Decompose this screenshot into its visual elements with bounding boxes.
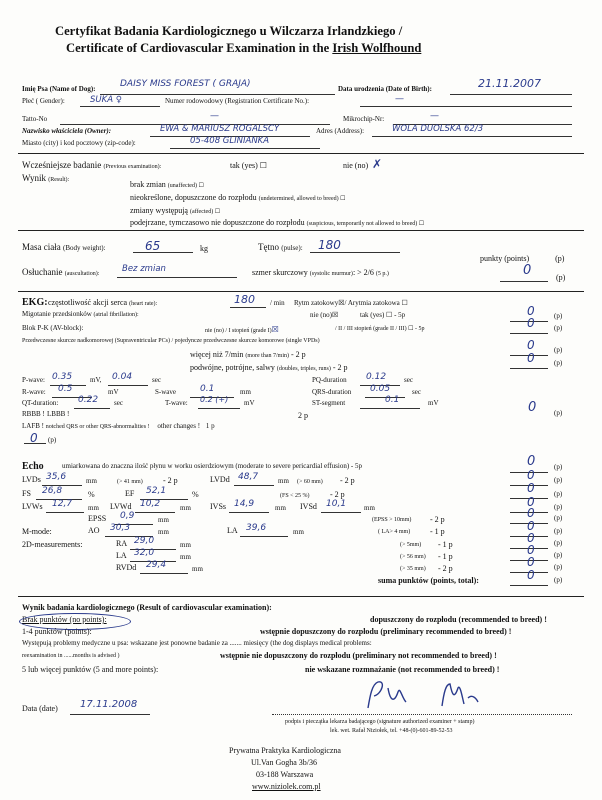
fs-unit: % (88, 490, 95, 499)
result-prev (22, 174, 69, 183)
address-label: Adres (Address): (316, 127, 365, 135)
la-points: 0 (527, 519, 535, 533)
result-prelim-not: wstępnie nie dopuszczony do rozpłodu (preliminary not recommended to breed) ! (220, 651, 497, 660)
weight-value: 65 (145, 239, 161, 253)
av-opt1-label: nie (no) / I stopień (grade I) (205, 328, 272, 334)
total-points: 0 (527, 568, 535, 582)
dob-label: Data urodzenia (Date of Birth): (338, 85, 432, 93)
av-opt1[interactable] (205, 326, 279, 334)
murmur-pts: (5 p.) (375, 271, 389, 277)
pwave-sec-unit: sec (152, 376, 161, 384)
epss-points: 0 (527, 506, 535, 520)
more7-pts: - 2 p (290, 350, 306, 359)
pq-unit: sec (404, 376, 413, 384)
pwave-label: P-wave: (22, 376, 45, 384)
lvds-crit: (> 41 mm) (117, 479, 143, 485)
murmur-crit: : > 2/6 (352, 268, 374, 277)
echo-label: Echo (22, 461, 44, 472)
result-5-left: 5 lub więcej punktów (5 and more points): (22, 665, 159, 674)
epss-value: 0,9 (120, 511, 135, 521)
lvds-label: LVDs (22, 475, 41, 484)
lvds-pts: - 2 p (163, 476, 178, 485)
la-unit: mm (293, 528, 304, 536)
av-points: 0 (527, 316, 535, 330)
pwave-sec-value: 0.04 (112, 372, 133, 382)
lafb-rest: notched QRS or other QRS-abnormalities ! (45, 424, 150, 430)
lvws-unit: mm (88, 504, 99, 512)
ao-unit: mm (158, 528, 169, 536)
la2-unit: mm (180, 553, 191, 561)
pairs-p: (p) (554, 359, 563, 367)
twave-label: T-wave: (165, 399, 188, 407)
points-header-suffix: (p) (555, 254, 565, 263)
lafb-p: (p) (48, 436, 57, 444)
prev-opt-unaffected[interactable] (130, 181, 204, 189)
result-none-left: Brak punktów (no points): (22, 615, 107, 624)
weight-unit: kg (200, 244, 208, 253)
prev-yes[interactable]: tak (yes) ☐ (230, 161, 267, 170)
ausc-label: Osłuchanie (22, 267, 63, 277)
prev-exam-label: Wcześniejsze badanie (22, 160, 102, 170)
fs-label: FS (22, 489, 31, 498)
prev-opt-unaffected-label: brak zmian (130, 180, 166, 189)
av-block-label: Blok P-K (AV-block): (22, 324, 84, 332)
rhythm-sinus-mark: ☒ (338, 299, 345, 307)
ef-label: EF (125, 489, 135, 498)
pulse-label: Tętno (258, 242, 279, 252)
pairs-pts: - 2 p (332, 363, 348, 372)
micro-value: — (430, 111, 439, 121)
result-14-label: 1-4 punktów (22, 627, 63, 636)
af-p: (p) (554, 312, 563, 320)
title-en (66, 42, 421, 55)
city-value: 05-408 GLINIANKA (190, 136, 270, 146)
twave-unit: mV (244, 399, 255, 407)
lbbb: LBBB ! (47, 410, 70, 418)
prev-exam-label-en: (Previous examination): (103, 164, 162, 170)
rwave-value: 0.5 (58, 384, 73, 394)
result-5-right: nie wskazane rozmnażanie (not recommended to breed) ! (305, 665, 500, 674)
more7 (190, 351, 306, 359)
ausc-points: 0 (523, 263, 532, 278)
swave-label: S-wave (155, 388, 176, 396)
rwave-label: R-wave: (22, 388, 46, 396)
swave-unit: mm (240, 388, 251, 396)
sex-label: Płeć ( Gender): (22, 97, 65, 105)
ef-value: 52,1 (146, 486, 167, 496)
pairs-points: 0 (527, 351, 535, 365)
lvwd-unit: mm (180, 504, 191, 512)
murmur-label: szmer skurczowy (252, 268, 308, 277)
bbb-points: 0 (528, 400, 537, 415)
fs-points: 0 (527, 481, 535, 495)
vet-line: lek. wet. Rafał Niziołek, tel. +48-(0)-601-89-52-53 (330, 728, 453, 734)
la2-label: LA (116, 551, 127, 560)
lvdd-label: LVDd (210, 475, 230, 484)
epss-p: (p) (554, 514, 563, 522)
pairs (190, 364, 348, 372)
tattoo-value: — (210, 111, 219, 121)
lafb (22, 423, 215, 430)
bbb-p: (p) (554, 409, 563, 417)
rvdd-label: RVDd (116, 563, 137, 572)
prev-opt-suspicious[interactable] (130, 219, 424, 227)
effusion-p: (p) (554, 463, 563, 471)
ra-pts: - 1 p (438, 540, 453, 549)
mmode-label: M-mode: (22, 527, 52, 536)
more7-label: więcej niż 7/min (190, 350, 244, 359)
sex-value: SUKA ♀ (90, 95, 122, 105)
auscultation (22, 268, 99, 277)
reg-value: — (395, 94, 404, 104)
lvws-p: (p) (554, 503, 563, 511)
weight-label: Masa ciała (22, 242, 61, 252)
footer-practice: Prywatna Praktyka Kardiologiczna (229, 746, 341, 755)
prev-opt-undetermined-label: nieokreślone, dopuszczone do rozpłodu (130, 193, 257, 202)
more7-label-en: (more than 7/min) (245, 353, 289, 359)
qt-value: 0.22 (78, 395, 99, 405)
af-no-label: nie (no) (310, 311, 332, 319)
title-pl: Certyfikat Badania Kardiologicznego u Wilczarza Irlandzkiego / (55, 24, 403, 38)
fs-crit: (FS < 25 %) (280, 493, 310, 499)
micro-label: Mikrochip-Nr: (343, 115, 385, 123)
lafb-pts: 1 p (205, 422, 215, 430)
pulse-value: 180 (318, 238, 341, 252)
prev-opt-affected-label: zmiany występują (130, 206, 188, 215)
signature-label: podpis i pieczątka lekarza badającego (signature authorized examiner + stamp) (285, 719, 475, 725)
result-prev-label-en: (Result): (48, 177, 70, 183)
af-yes[interactable]: tak (yes) ☐ - 5p (360, 311, 406, 319)
heart-rate-value: 180 (234, 293, 255, 306)
lvd-p: (p) (554, 476, 563, 484)
prev-opt-undetermined-en: (undetermined, allowed to breed) ☐ (258, 196, 346, 202)
la2-value: 32,0 (134, 548, 155, 558)
ivsd-unit: mm (364, 504, 375, 512)
lvws-label: LVWs (22, 502, 43, 511)
result-problems: Występują problemy medyczne u psa: wskazane jest ponowne badanie za ....... miesięcy (the dog displays medical problems: (22, 639, 372, 647)
swave-value: 0.1 (200, 384, 215, 394)
murmur (252, 269, 389, 277)
effusion-label: umiarkowana do znaczna ilość płynu w worku osierdziowym (moderate to severe pericardial effusion) - 5p (62, 462, 362, 470)
address-value: WOLA DUOLSKA 62/3 (392, 124, 484, 134)
lvwd-value: 10,2 (140, 499, 161, 509)
prev-opt-undetermined[interactable] (130, 194, 346, 202)
af (22, 311, 139, 318)
lvdd-value: 48,7 (238, 472, 259, 482)
la-p: (p) (554, 527, 563, 535)
rhythm-sinus[interactable] (294, 300, 408, 307)
owner-value: EWA & MARIUSZ ROGALSCY (160, 124, 280, 134)
af-no-mark: ☒ (331, 311, 339, 319)
prev-opt-suspicious-label: podejrzane, tymczasowo nie dopuszczone do rozpłodu (130, 218, 305, 227)
result-none-right: dopuszczony do rozpłodu (recommended to breed) ! (370, 615, 547, 624)
title-en-breed: Irish Wolfhound (332, 41, 422, 55)
prev-no[interactable]: nie (no) (343, 161, 369, 170)
la2-crit: (> 56 mm) (400, 554, 426, 560)
rvdd-unit: mm (192, 565, 203, 573)
points-header-label: punkty (points) (480, 254, 530, 263)
heart-rate-label-en: (heart rate): (129, 301, 158, 307)
prev-opt-affected[interactable] (130, 207, 220, 215)
result-14-label-en: (points): (64, 627, 92, 636)
pulse-label-en: (pulse): (281, 244, 303, 252)
ao-value: 30,3 (110, 523, 131, 533)
footer-website[interactable]: www.niziolek.com.pl (252, 782, 321, 791)
reg-label: Numer rodowodowy (Registration Certificate No.): (165, 97, 310, 105)
rvdd-points: 0 (527, 555, 535, 569)
bbb-pts: 2 p (298, 411, 308, 420)
qt-label: QT-duration: (22, 399, 59, 407)
pq-value: 0.12 (366, 372, 387, 382)
st-value: 0.1 (385, 395, 400, 405)
rvdd-crit: (> 35 mm) (400, 566, 426, 572)
lvds-unit: mm (86, 477, 97, 485)
pairs-label-en: (doubles, triples, runs) (276, 366, 331, 372)
result-reexam: reexamination in ......months is advised ) (22, 653, 120, 659)
hr-unit: / min (270, 299, 285, 307)
ausc-label-en: (auscultation): (64, 271, 100, 277)
lvws-value: 12,7 (52, 499, 73, 509)
av-p: (p) (554, 324, 563, 332)
ao-label: AO (88, 526, 100, 535)
ef-unit: % (192, 490, 199, 499)
af-label-en: (atrial fibrillation): (93, 312, 139, 318)
ra-unit: mm (180, 541, 191, 549)
more7-p: (p) (554, 346, 563, 354)
pq-label: PQ-duration (312, 376, 347, 384)
fs-p: (p) (554, 490, 563, 498)
prev-exam (22, 161, 161, 170)
heart-rate (48, 299, 157, 307)
ausc-value: Bez zmian (122, 264, 166, 274)
lvws-points: 0 (527, 495, 535, 509)
ivss-unit: mm (275, 504, 286, 512)
lafb-points: 0 (30, 431, 38, 445)
ekg-label: EKG: (22, 297, 48, 308)
rhythm-arrhythmia: / Arytmia zatokowa ☐ (344, 299, 408, 307)
rwave-unit: mV (108, 388, 119, 396)
dog-name-value: DAISY MISS FOREST ( GRAJA) (120, 79, 251, 89)
twave-value: 0.2 (+) (200, 395, 229, 404)
qrs-label: QRS-duration (312, 388, 352, 396)
qt-unit: sec (114, 399, 123, 407)
lvdd-pts: - 2 p (340, 476, 355, 485)
rhythm-sinus-label: Rytm zatokowy (294, 299, 339, 307)
pairs-label: podwójne, potrójne, salwy (190, 363, 275, 372)
rvdd-pts: - 2 p (438, 564, 453, 573)
rvdd-value: 29,4 (146, 560, 167, 570)
epss-pts: - 2 p (430, 515, 445, 524)
qrs-value: 0.05 (370, 384, 391, 394)
af-label: Migotanie przedsionków (22, 310, 92, 318)
points-header (480, 255, 564, 263)
lvds-value: 35,6 (46, 472, 67, 482)
rbbb: RBBB ! (22, 410, 45, 418)
la-label: LA (227, 526, 238, 535)
la-value: 39,6 (246, 523, 267, 533)
qrs-unit: sec (412, 388, 421, 396)
footer-city: 03-188 Warszawa (256, 770, 314, 779)
more7-points: 0 (527, 338, 535, 352)
result-14-left (22, 628, 92, 636)
prev-opt-suspicious-en: (suspicious, temporarily not allowed to breed) ☐ (306, 221, 425, 227)
st-label: ST-segment (312, 399, 346, 407)
la-crit: ( LA> 4 mm) (378, 529, 411, 535)
ivsd-label: IVSd (300, 502, 317, 511)
epss-crit: (EPSS > 10mm) (372, 517, 412, 523)
ra-label: RA (116, 539, 128, 548)
dog-name-label: Imię Psa (Name of Dog): (22, 85, 96, 93)
prev-opt-unaffected-en: (unaffected) ☐ (167, 183, 204, 189)
pwave-value: 0.35 (52, 372, 73, 382)
svpc-label: Przedwczesne skurcze nadkomorowej (Supraventricular PCs) / pojedyncze przedwczesne skurcze komorowe (single VPDs) (22, 338, 320, 344)
ra-crit: (> 5mm) (400, 542, 422, 548)
av-opt2[interactable]: / II / III stopień (grade II / III) ☐ - 5p (335, 326, 425, 332)
ivss-label: IVSs (210, 502, 227, 511)
prev-opt-affected-en: (affected) ☐ (189, 209, 221, 215)
fs-pts: - 2 p (330, 490, 345, 499)
st-unit: mV (428, 399, 439, 407)
effusion-points: 0 (527, 454, 536, 469)
ivss-value: 14,9 (234, 499, 255, 509)
date-label: Data (date) (22, 704, 58, 713)
prev-no-mark: ✗ (372, 157, 383, 171)
pwave-unit: mV, (90, 376, 102, 384)
weight (22, 243, 106, 252)
epss-label: EPSS (88, 514, 107, 523)
dob-value: 21.11.2007 (478, 77, 541, 90)
ra-value: 29,0 (134, 536, 155, 546)
lvd-points: 0 (527, 468, 535, 482)
af-no[interactable] (310, 312, 338, 319)
title-en-prefix: Certificate of Cardiovascular Examination in the (66, 41, 333, 55)
lvdd-unit: mm (278, 477, 289, 485)
lafb-label: LAFB ! (22, 422, 44, 430)
lvdd-crit: (> 60 mm) (297, 479, 323, 485)
la2-pts: - 1 p (438, 552, 453, 561)
result-prev-label: Wynik (22, 173, 46, 183)
lvwd-label: LVWd (110, 502, 132, 511)
ra-p: (p) (554, 539, 563, 547)
total-p: (p) (554, 576, 563, 584)
pulse (258, 243, 303, 252)
ra-points: 0 (527, 531, 535, 545)
af-points: 0 (527, 304, 535, 318)
heart-rate-label: częstotliwość akcji serca (48, 298, 128, 307)
tattoo-label: Tatto-No (22, 115, 48, 123)
signature-mark (360, 678, 490, 714)
la2-p: (p) (554, 551, 563, 559)
la-pts: - 1 p (430, 527, 445, 536)
ivsd-value: 10,1 (326, 499, 347, 509)
footer-street: Ul.Van Gogha 3b/36 (251, 758, 317, 767)
owner-label: Nazwisko właściciela (Owner): (22, 127, 112, 135)
la2-points: 0 (527, 543, 535, 557)
av-mark: ☒ (271, 325, 279, 334)
ausc-p: (p) (556, 273, 566, 282)
weight-label-en: (Body weight): (62, 244, 106, 252)
result-14-right: wstępnie dopuszczony do rozpłodu (preliminary recommended to breed) ! (260, 627, 512, 636)
fs-value: 26,8 (42, 486, 63, 496)
lafb-other: other changes ! (157, 422, 201, 430)
date-value: 17.11.2008 (80, 699, 138, 710)
result-heading: Wynik badania kardiologicznego (Result of cardiovascular examination): (22, 603, 272, 612)
total-label: suma punktów (points, total): (378, 576, 479, 585)
murmur-label-en: (systolic murmur) (309, 271, 353, 277)
rvdd-p: (p) (554, 563, 563, 571)
twod-label: 2D-measurements: (22, 540, 83, 549)
city-label: Miasto (city) i kod pocztowy (zip-code): (22, 139, 136, 147)
epss-unit: mm (158, 516, 169, 524)
